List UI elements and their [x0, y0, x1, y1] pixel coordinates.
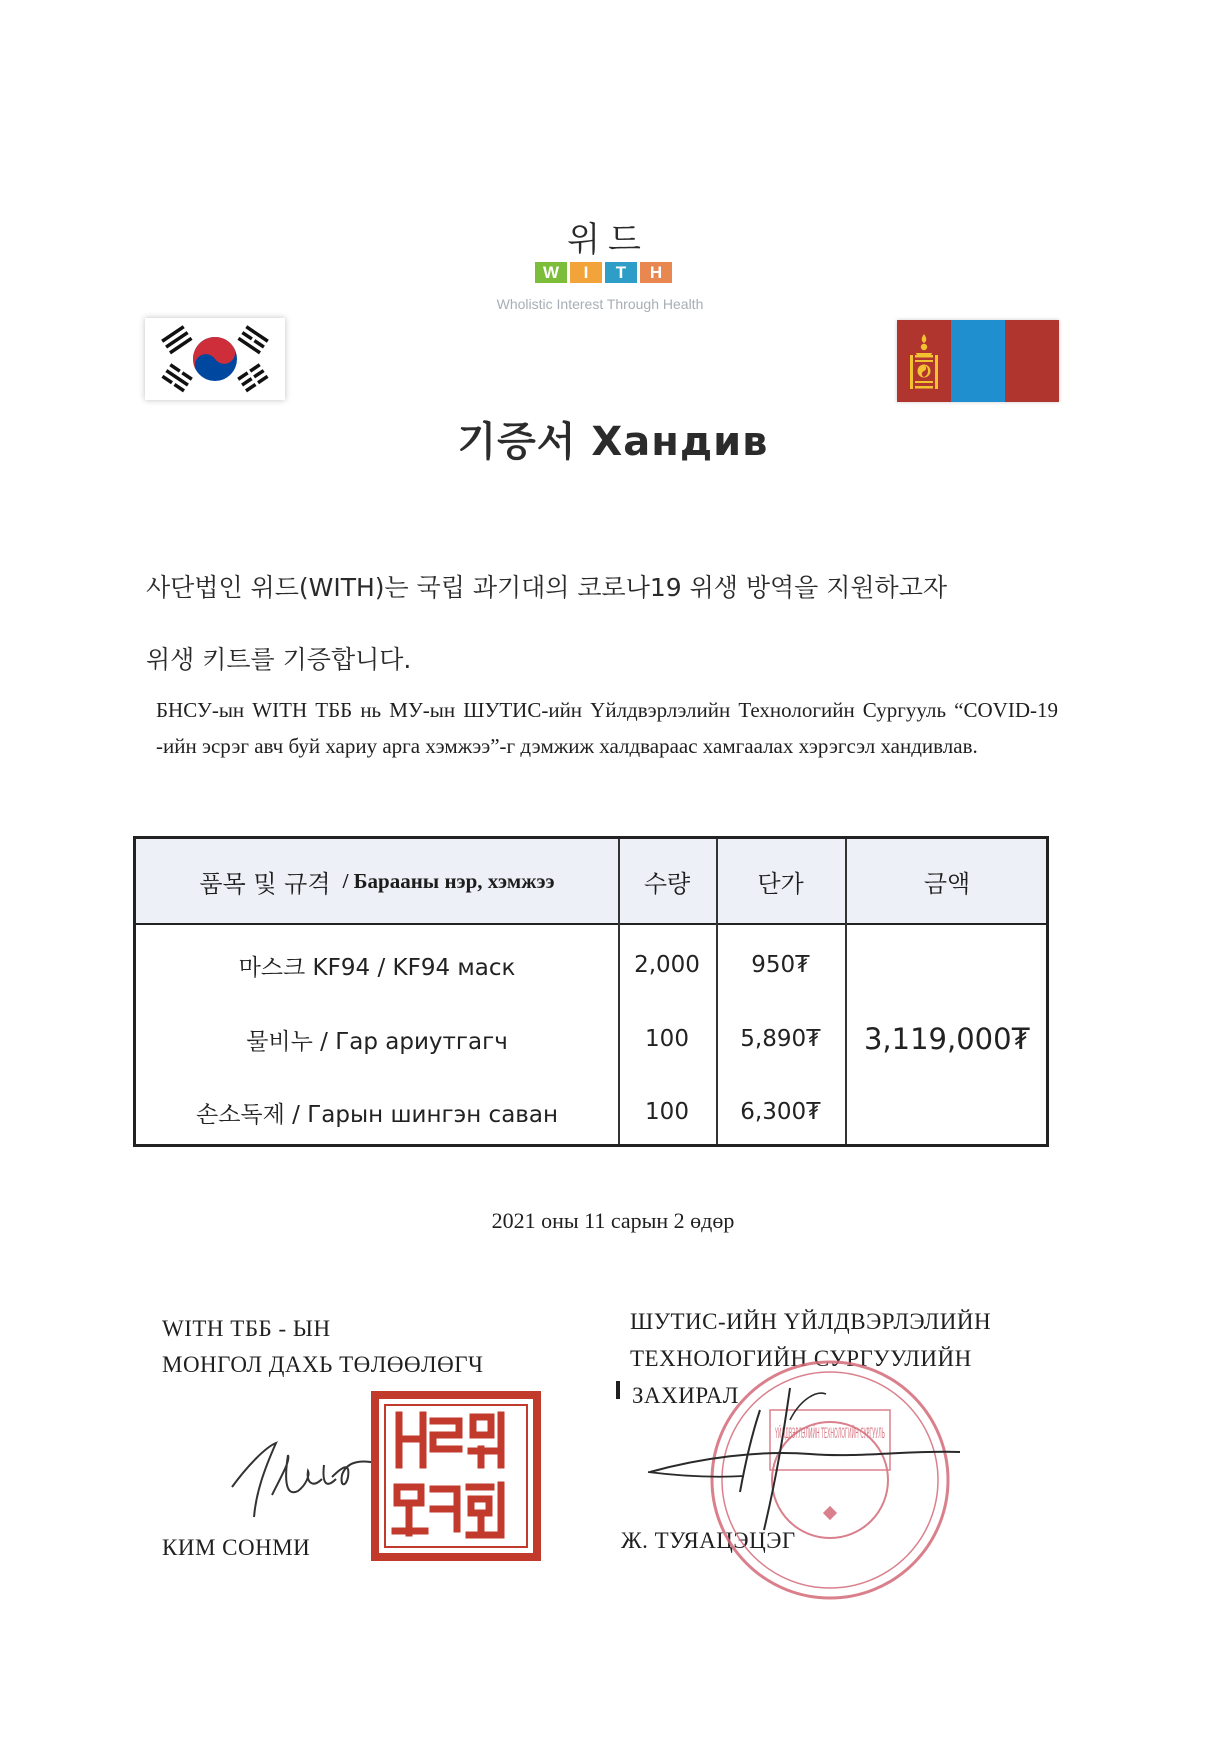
organization-seal-icon — [371, 1391, 541, 1561]
korean-text-line-2: 위생 키트를 기증합니다. — [146, 645, 412, 674]
mongolia-flag-right-band — [1005, 320, 1059, 402]
row-2-item: 물비누 / Гар ариутгагч — [246, 1028, 508, 1055]
document-date: 2021 оны 11 сарын 2 өдөр — [491, 1208, 735, 1233]
row-3-unit-price: 6,300₮ — [740, 1099, 821, 1125]
stamp-text: ҮЙЛДВЭРЛЭЛИЙН ТЕХНОЛОГИЙН СУРГУУЛЬ — [775, 1426, 1098, 1442]
logo-letter-i: I — [570, 262, 602, 283]
header-amount: 금액 — [923, 869, 971, 898]
logo-letter-t: T — [605, 262, 637, 283]
soyombo-icon — [897, 320, 951, 402]
left-signature — [226, 1425, 391, 1525]
right-signatory-line-3: ЗАХИРАЛ — [632, 1383, 739, 1408]
header-unit-price: 단가 — [757, 869, 804, 898]
row-2-unit-price: 5,890₮ — [740, 1026, 821, 1052]
logo-letter-w: W — [535, 262, 567, 283]
logo-letter-h: H — [640, 262, 672, 283]
left-seal — [371, 1391, 541, 1561]
right-signature — [640, 1380, 1098, 1550]
logo-with — [535, 262, 675, 283]
korean-text-line-1: 사단법인 위드(WITH)는 국립 과기대의 코로나19 위생 방역을 지원하고자 — [146, 573, 948, 602]
row-1-item: 마스크 KF94 / KF94 маск — [238, 954, 516, 981]
header-item-ko: 품목 및 규격 — [199, 869, 331, 898]
right-signatory-name: Ж. ТУЯАЦЭЦЭГ — [621, 1528, 796, 1553]
vertical-mark — [616, 1381, 620, 1399]
row-1-unit-price: 950₮ — [751, 952, 810, 978]
taegeuk-icon — [184, 328, 239, 381]
left-signatory-name: КИМ СОНМИ — [162, 1535, 311, 1560]
south-korea-flag — [145, 318, 285, 400]
row-1-quantity: 2,000 — [634, 952, 700, 978]
donation-table — [133, 836, 1049, 1147]
left-signatory-line-1: WITH ТББ - ЫН — [162, 1316, 331, 1341]
document-title: 기증서 Хандив — [457, 419, 769, 465]
mongolian-text: БНСУ-ын WITH ТББ нь МУ-ын ШУТИС-ийн Үйлдвэрлэлийн Технологийн Сургууль “COVID-19 -ийн эсрэг авч буй хариу арга хэмжээ”-г дэмжиж халдвараас хамгаалах хэрэгсэл хандивлав. — [156, 698, 1058, 758]
row-2-quantity: 100 — [645, 1026, 689, 1052]
row-3-quantity: 100 — [645, 1099, 689, 1125]
header-item — [136, 839, 618, 923]
total-amount: 3,119,000₮ — [863, 1022, 1031, 1056]
mongolia-flag-center-band — [951, 320, 1005, 402]
mongolia-flag-left-band — [897, 320, 951, 402]
header-quantity: 수량 — [643, 869, 691, 898]
mongolia-flag — [897, 320, 1059, 402]
left-signatory-line-2: МОНГОЛ ДАХЬ ТӨЛӨӨЛӨГЧ — [162, 1352, 484, 1377]
row-3-item: 손소독제 / Гарын шингэн саван — [196, 1101, 558, 1128]
right-signatory-line-2: ТЕХНОЛОГИЙН СУРГУУЛИЙН — [630, 1346, 972, 1371]
right-signatory-line-1: ШУТИС-ИЙН ҮЙЛДВЭРЛЭЛИЙН — [630, 1309, 992, 1334]
logo-tagline: Wholistic Interest Through Health — [496, 296, 704, 312]
logo-korean-name: 위드 — [567, 220, 649, 260]
header-item-mn: / Барааны нэр, хэмжээ — [342, 868, 555, 893]
